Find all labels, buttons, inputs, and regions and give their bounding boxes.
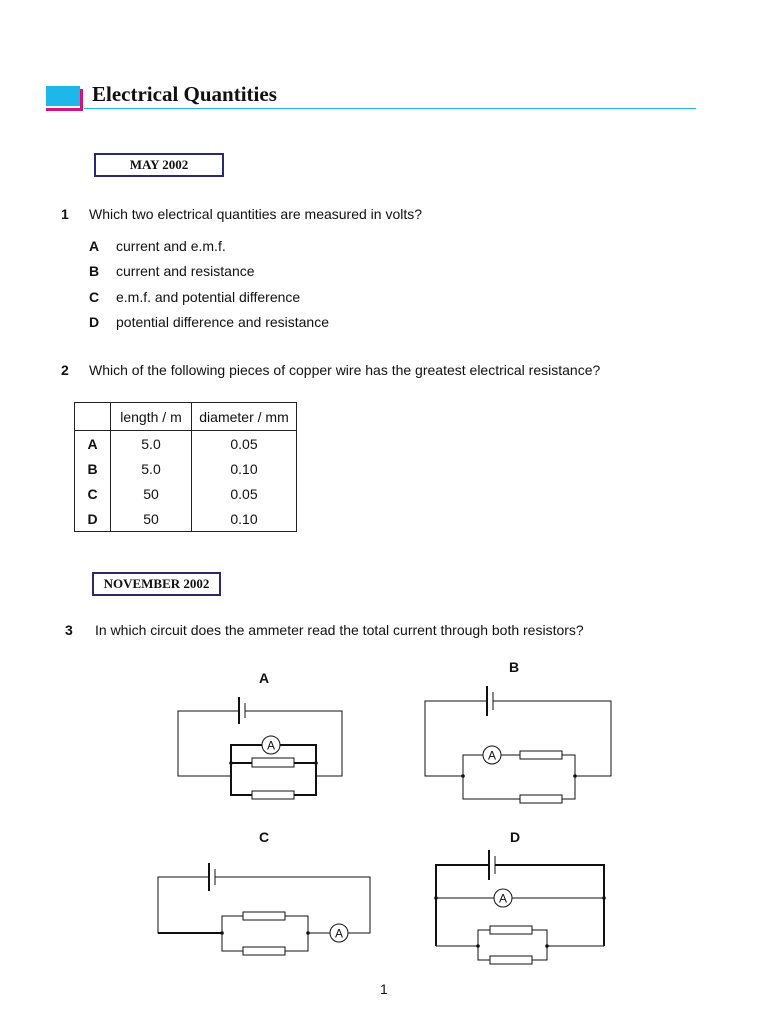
diameter-cell: 0.10 <box>192 456 297 481</box>
question-3-text: In which circuit does the ammeter read the total current through both resistors? <box>95 622 584 638</box>
question-2-number: 2 <box>61 362 69 378</box>
diameter-cell: 0.05 <box>192 431 297 457</box>
ammeter-symbol: A <box>266 738 276 753</box>
q1-option-letter: A <box>89 238 100 254</box>
diameter-cell: 0.10 <box>192 506 297 532</box>
circuit-b-diagram <box>425 686 611 803</box>
circuit-label: D <box>510 829 521 845</box>
page-title: Electrical Quantities <box>92 82 277 106</box>
q1-option-text: e.m.f. and potential difference <box>116 289 301 305</box>
ammeter-symbol: A <box>334 926 344 941</box>
circuit-c-diagram <box>158 863 370 955</box>
circuit-label: C <box>259 829 270 845</box>
length-cell: 50 <box>111 506 192 532</box>
ammeter-symbol: A <box>498 891 508 906</box>
q1-option-letter: C <box>89 289 100 305</box>
q1-option-text: current and resistance <box>116 263 255 279</box>
circuit-label: A <box>259 670 270 686</box>
table-header: length / m <box>111 403 192 431</box>
session-label-may: MAY 2002 <box>94 153 224 177</box>
length-cell: 50 <box>111 481 192 506</box>
q1-option-text: current and e.m.f. <box>116 238 226 254</box>
question-2-text: Which of the following pieces of copper wire has the greatest electrical resistance? <box>89 362 601 378</box>
length-cell: 5.0 <box>111 431 192 457</box>
question-3-number: 3 <box>65 622 73 638</box>
q1-option-letter: B <box>89 263 100 279</box>
page-number: 1 <box>380 981 388 997</box>
question-1-number: 1 <box>61 206 69 222</box>
row-label: D <box>75 506 111 532</box>
diameter-cell: 0.05 <box>192 481 297 506</box>
length-cell: 5.0 <box>111 456 192 481</box>
circuit-a-diagram <box>178 697 342 799</box>
ammeter-symbol: A <box>487 748 497 763</box>
table-header: diameter / mm <box>192 403 297 431</box>
row-label: A <box>75 431 111 457</box>
circuit-label: B <box>509 659 520 675</box>
q1-option-letter: D <box>89 314 100 330</box>
circuit-d-diagram <box>436 850 604 964</box>
question-1-text: Which two electrical quantities are measured in volts? <box>89 206 423 222</box>
row-label: C <box>75 481 111 506</box>
q1-option-text: potential difference and resistance <box>116 314 329 330</box>
row-label: B <box>75 456 111 481</box>
session-label-november: NOVEMBER 2002 <box>92 572 221 596</box>
